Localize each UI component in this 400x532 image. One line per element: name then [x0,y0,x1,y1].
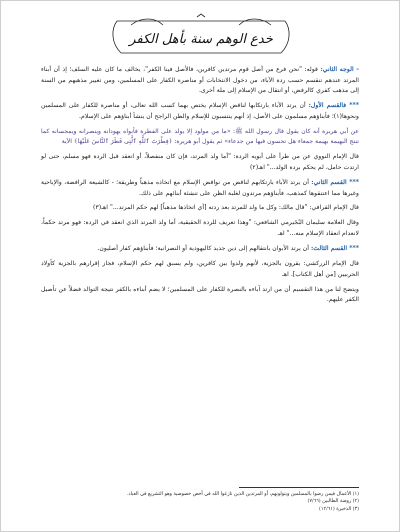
paragraph-text: أن يرتد الأبوان بانتقالهم إلى دين جديد كاليهودية أو النصرانية؛ فأبناؤهم كفار أصليون. [97,245,311,253]
paragraph-heading: *** القسم الثاني: [311,178,359,186]
paragraph-heading: *** القسم الثالث: [311,245,359,253]
paragraph-text: وقال العلامة سليمان البُجَيرمي الشافعي: "وهذا تعريف للردة الحقيقية، أما ولد المرتد الذي انعقد في الردة: فهو مرتد حكماً، لانعدام انعقاد الإسلام منه..." اهـ [41,219,359,238]
paragraph-qarafi-quote [41,203,359,214]
paragraph-text: قال الإمام النووي عن من طرأ على أبويه الردة: "أما ولد المرتد، فإن كان منفصلاً، أو انعقد قبل الردة فهو مسلم، حتى لو ارتدت حامل، لم يحكم بردة الولد..." اهـ(٢) [41,153,359,171]
paragraph-text: قال الإمام الزركشي: يقرون بالجزية، لأنهم ولدوا بين كافرين، ولم يسبق لهم حكم الإسلام، فجاز إقرارهم بالجزية كأولاد الحربيين [من أهل الكتاب]. اهـ [41,260,359,278]
paragraph-nawawi-quote [41,152,359,173]
paragraph-third-section [41,244,359,255]
paragraph-text: عن أبي هريرة أنه كان يقول قال رسول الله ﷺ: «ما من مولود إلا يولد على الفطرة فأبواه يهودانه وينصرانه ويمجسانه كما تنتج البهيمة بهيمة جمعاء هل تحسون فيها من جدعاء» ثم يقول أبو هريرة: ﴿فِطْرَتَ ٱللَّهِ ٱلَّتِى فَطَرَ ٱلنَّاسَ عَلَيْهَا﴾ الآية [41,127,359,146]
document-body [41,65,359,310]
paragraph-text: قوله: "نحن فرع من أصل قوم مرتدين كافرين، فالأصل فينا الكفر"، يخالف ما كان عليه السلف؛ إذ أن أبناء المرتد عندهم تنقسم حسب ردة الآباء، من دخول الانتخابات أو مناصرة الكفار على المسلمين، ومن تغيير مذهبهم من السنة إلى مذهب كفري كالرفض، أو انتقال من الإسلام إلى ملة أخرى. [41,66,359,95]
paragraph-heading: *** فالقسم الأول: [308,102,359,110]
paragraph-text: أن يرتد الآباء بارتكابها لناقض الإسلام يختص بهما كسب الله تعالى، أو مناصرة للكفار على المسلمين ونحوها(١)؛ فأبناؤهم مسلمون على الأصل، إذ أنهم ينتسبون للإسلام والظن الراجح أن ينشأ أبناؤهم على الإسلام. [41,102,359,120]
paragraph-first-section [41,101,359,122]
header-title: خدع الوهم سنة بأهل الكفر [129,32,273,47]
footnote-divider [239,487,359,488]
paragraph-text: أن يرتد الآباء بارتكابهم لناقض من نواقض الإسلام مع اتخاذه مذهباً وطريقة؛ - كالشيعة الرافضة، والإباحية وغيرها مما اعتنقوها كمذهب، فأبناؤهم مرتدون لغلبة الظن على تنشئة أبنائهم على ذلك. [41,178,359,197]
paragraph-text: قال الإمام القرافي: "قال مالك: وكل ما ولد للمرتد بعد ردته [أي اتخاذها مذهباً] لهم حكم المرتد..." اهـ(٣) [93,204,359,212]
paragraph-text: ويتضح لنا من هذا التقسيم أن من ارتد آباءه بالنصرة للكفار على المسلمين؛ لا يضم أبناءه بالكفر نتيجة التوالد فضلاً عن تأصيل الكفر عليهم. [41,285,359,304]
footnote-item: (١) الأعمال فيمن رضوا بالمسلمين ويتولونهم، أو المرتدين الذين نازعوا الله في أخص خصوصية وهو التشريع في العباد. [126,492,359,497]
footnote-item: (٣) الذخيرة (١٢/٦١) [319,506,359,512]
paragraph-heading: - الوجه الثاني: [320,66,359,73]
paragraph-second-aspect [41,65,359,97]
paragraph-bujairimi-quote [41,218,359,239]
header-calligraphy-banner [111,13,291,59]
paragraph-second-section [41,178,359,199]
footnotes [41,491,359,513]
paragraph-hadith [41,127,359,148]
paragraph-zarkashi-quote [41,259,359,280]
paragraph-conclusion [41,285,359,306]
footnote-item: (٢) روضة الطالبين (٧/٦٦) [307,499,359,505]
